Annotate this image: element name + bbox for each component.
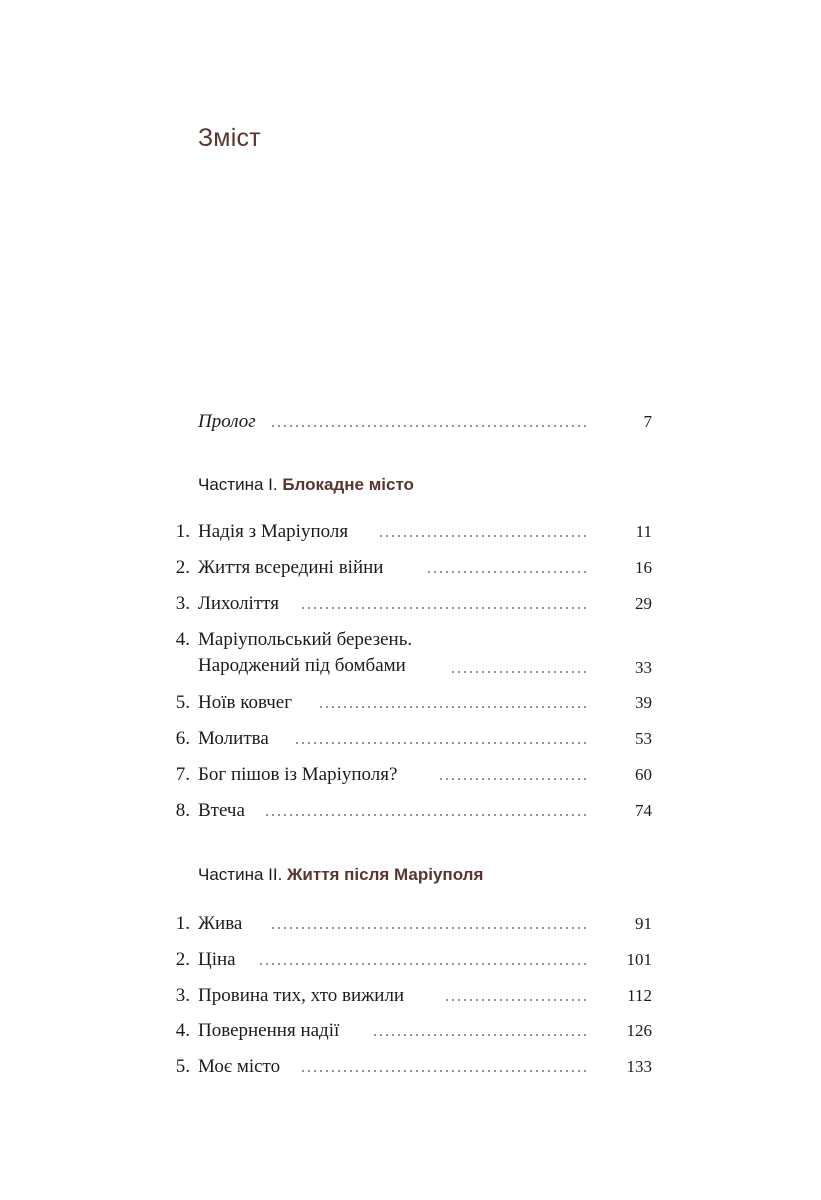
toc-entry-title-line2: Народжений під бомбами bbox=[198, 655, 406, 676]
toc-entry-title: Втеча bbox=[198, 800, 245, 821]
toc-entry-prologue[interactable] bbox=[0, 409, 821, 435]
toc-entry-page: 39 bbox=[635, 693, 652, 712]
toc-entry-page: 101 bbox=[626, 950, 652, 969]
toc-entry[interactable] bbox=[0, 947, 821, 973]
toc-entry-page: 16 bbox=[635, 558, 652, 577]
toc-entry-page: 112 bbox=[627, 986, 652, 1005]
toc-entry[interactable] bbox=[0, 591, 821, 617]
toc-entry-number: 5. bbox=[175, 692, 190, 713]
toc-entry-page: 53 bbox=[635, 729, 652, 748]
dot-leader bbox=[272, 927, 588, 929]
toc-entry-number: 5. bbox=[175, 1056, 190, 1077]
toc-entry-number: 6. bbox=[175, 728, 190, 749]
toc-entry[interactable] bbox=[0, 690, 821, 716]
toc-entry-number: 4. bbox=[175, 629, 190, 650]
toc-entry-title: Моє місто bbox=[198, 1056, 281, 1077]
toc-entry-number: 2. bbox=[175, 949, 190, 970]
toc-entry[interactable] bbox=[0, 983, 821, 1009]
toc-entry-number: 2. bbox=[175, 557, 190, 578]
toc-entry-page: 126 bbox=[626, 1021, 652, 1040]
toc-entry-title bbox=[198, 627, 412, 679]
toc-entry-page: 74 bbox=[635, 801, 652, 820]
toc-entry[interactable] bbox=[0, 798, 821, 824]
part-prefix: Частина II. bbox=[198, 865, 283, 884]
toc-entry-number: 7. bbox=[175, 764, 190, 785]
toc-entry-number: 8. bbox=[175, 800, 190, 821]
toc-entry[interactable] bbox=[0, 762, 821, 788]
toc-entry-number: 1. bbox=[175, 913, 190, 934]
dot-leader bbox=[436, 778, 588, 780]
toc-entry-number: 1. bbox=[175, 521, 190, 542]
part-heading-2 bbox=[198, 865, 483, 885]
toc-entry[interactable] bbox=[0, 627, 821, 681]
dot-leader bbox=[446, 999, 588, 1001]
page-title: Зміст bbox=[198, 124, 261, 152]
toc-entry-title: Повернення надії bbox=[198, 1020, 340, 1041]
toc-entry-title: Жива bbox=[198, 913, 243, 934]
dot-leader bbox=[302, 1070, 588, 1072]
toc-entry-title: Надія з Маріуполя bbox=[198, 521, 349, 542]
toc-entry-title: Ноїв ковчег bbox=[198, 692, 293, 713]
part-heading-1 bbox=[198, 475, 414, 495]
toc-entry[interactable] bbox=[0, 519, 821, 545]
toc-entry-title: Ціна bbox=[198, 949, 236, 970]
toc-entry-page: 7 bbox=[643, 412, 652, 431]
toc-entry[interactable] bbox=[0, 726, 821, 752]
dot-leader bbox=[448, 671, 588, 673]
toc-entry-page: 29 bbox=[635, 594, 652, 613]
toc-entry-page: 11 bbox=[635, 522, 652, 541]
toc-entry-title: Пролог bbox=[198, 411, 256, 432]
dot-leader bbox=[266, 814, 588, 816]
toc-entry[interactable] bbox=[0, 911, 821, 937]
dot-leader bbox=[380, 535, 588, 537]
dot-leader bbox=[256, 963, 588, 965]
toc-entry[interactable] bbox=[0, 1054, 821, 1080]
toc-entry-title: Провина тих, хто вижили bbox=[198, 985, 405, 1006]
toc-entry-page: 133 bbox=[626, 1057, 652, 1076]
toc-entry-title: Молитва bbox=[198, 728, 269, 749]
toc-entry-page: 91 bbox=[635, 914, 652, 933]
dot-leader bbox=[318, 706, 588, 708]
toc-entry-number: 3. bbox=[175, 985, 190, 1006]
part-prefix: Частина I. bbox=[198, 475, 278, 494]
toc-entry-page: 60 bbox=[635, 765, 652, 784]
dot-leader bbox=[424, 571, 588, 573]
dot-leader bbox=[302, 607, 588, 609]
dot-leader bbox=[296, 742, 588, 744]
toc-entry-title: Бог пішов із Маріуполя? bbox=[198, 764, 398, 785]
dot-leader bbox=[272, 425, 588, 427]
toc-entry-page: 33 bbox=[635, 658, 652, 677]
dot-leader bbox=[372, 1034, 588, 1036]
toc-entry-number: 4. bbox=[175, 1020, 190, 1041]
toc-entry-title: Життя всередині війни bbox=[198, 557, 384, 578]
part-title: Блокадне місто bbox=[282, 475, 414, 494]
toc-entry[interactable] bbox=[0, 1018, 821, 1044]
toc-entry[interactable] bbox=[0, 555, 821, 581]
part-title: Життя після Маріуполя bbox=[287, 865, 484, 884]
toc-entry-title: Лихоліття bbox=[198, 593, 279, 614]
toc-entry-title-line1: Маріупольський березень. bbox=[198, 629, 413, 650]
toc-entry-number: 3. bbox=[175, 593, 190, 614]
